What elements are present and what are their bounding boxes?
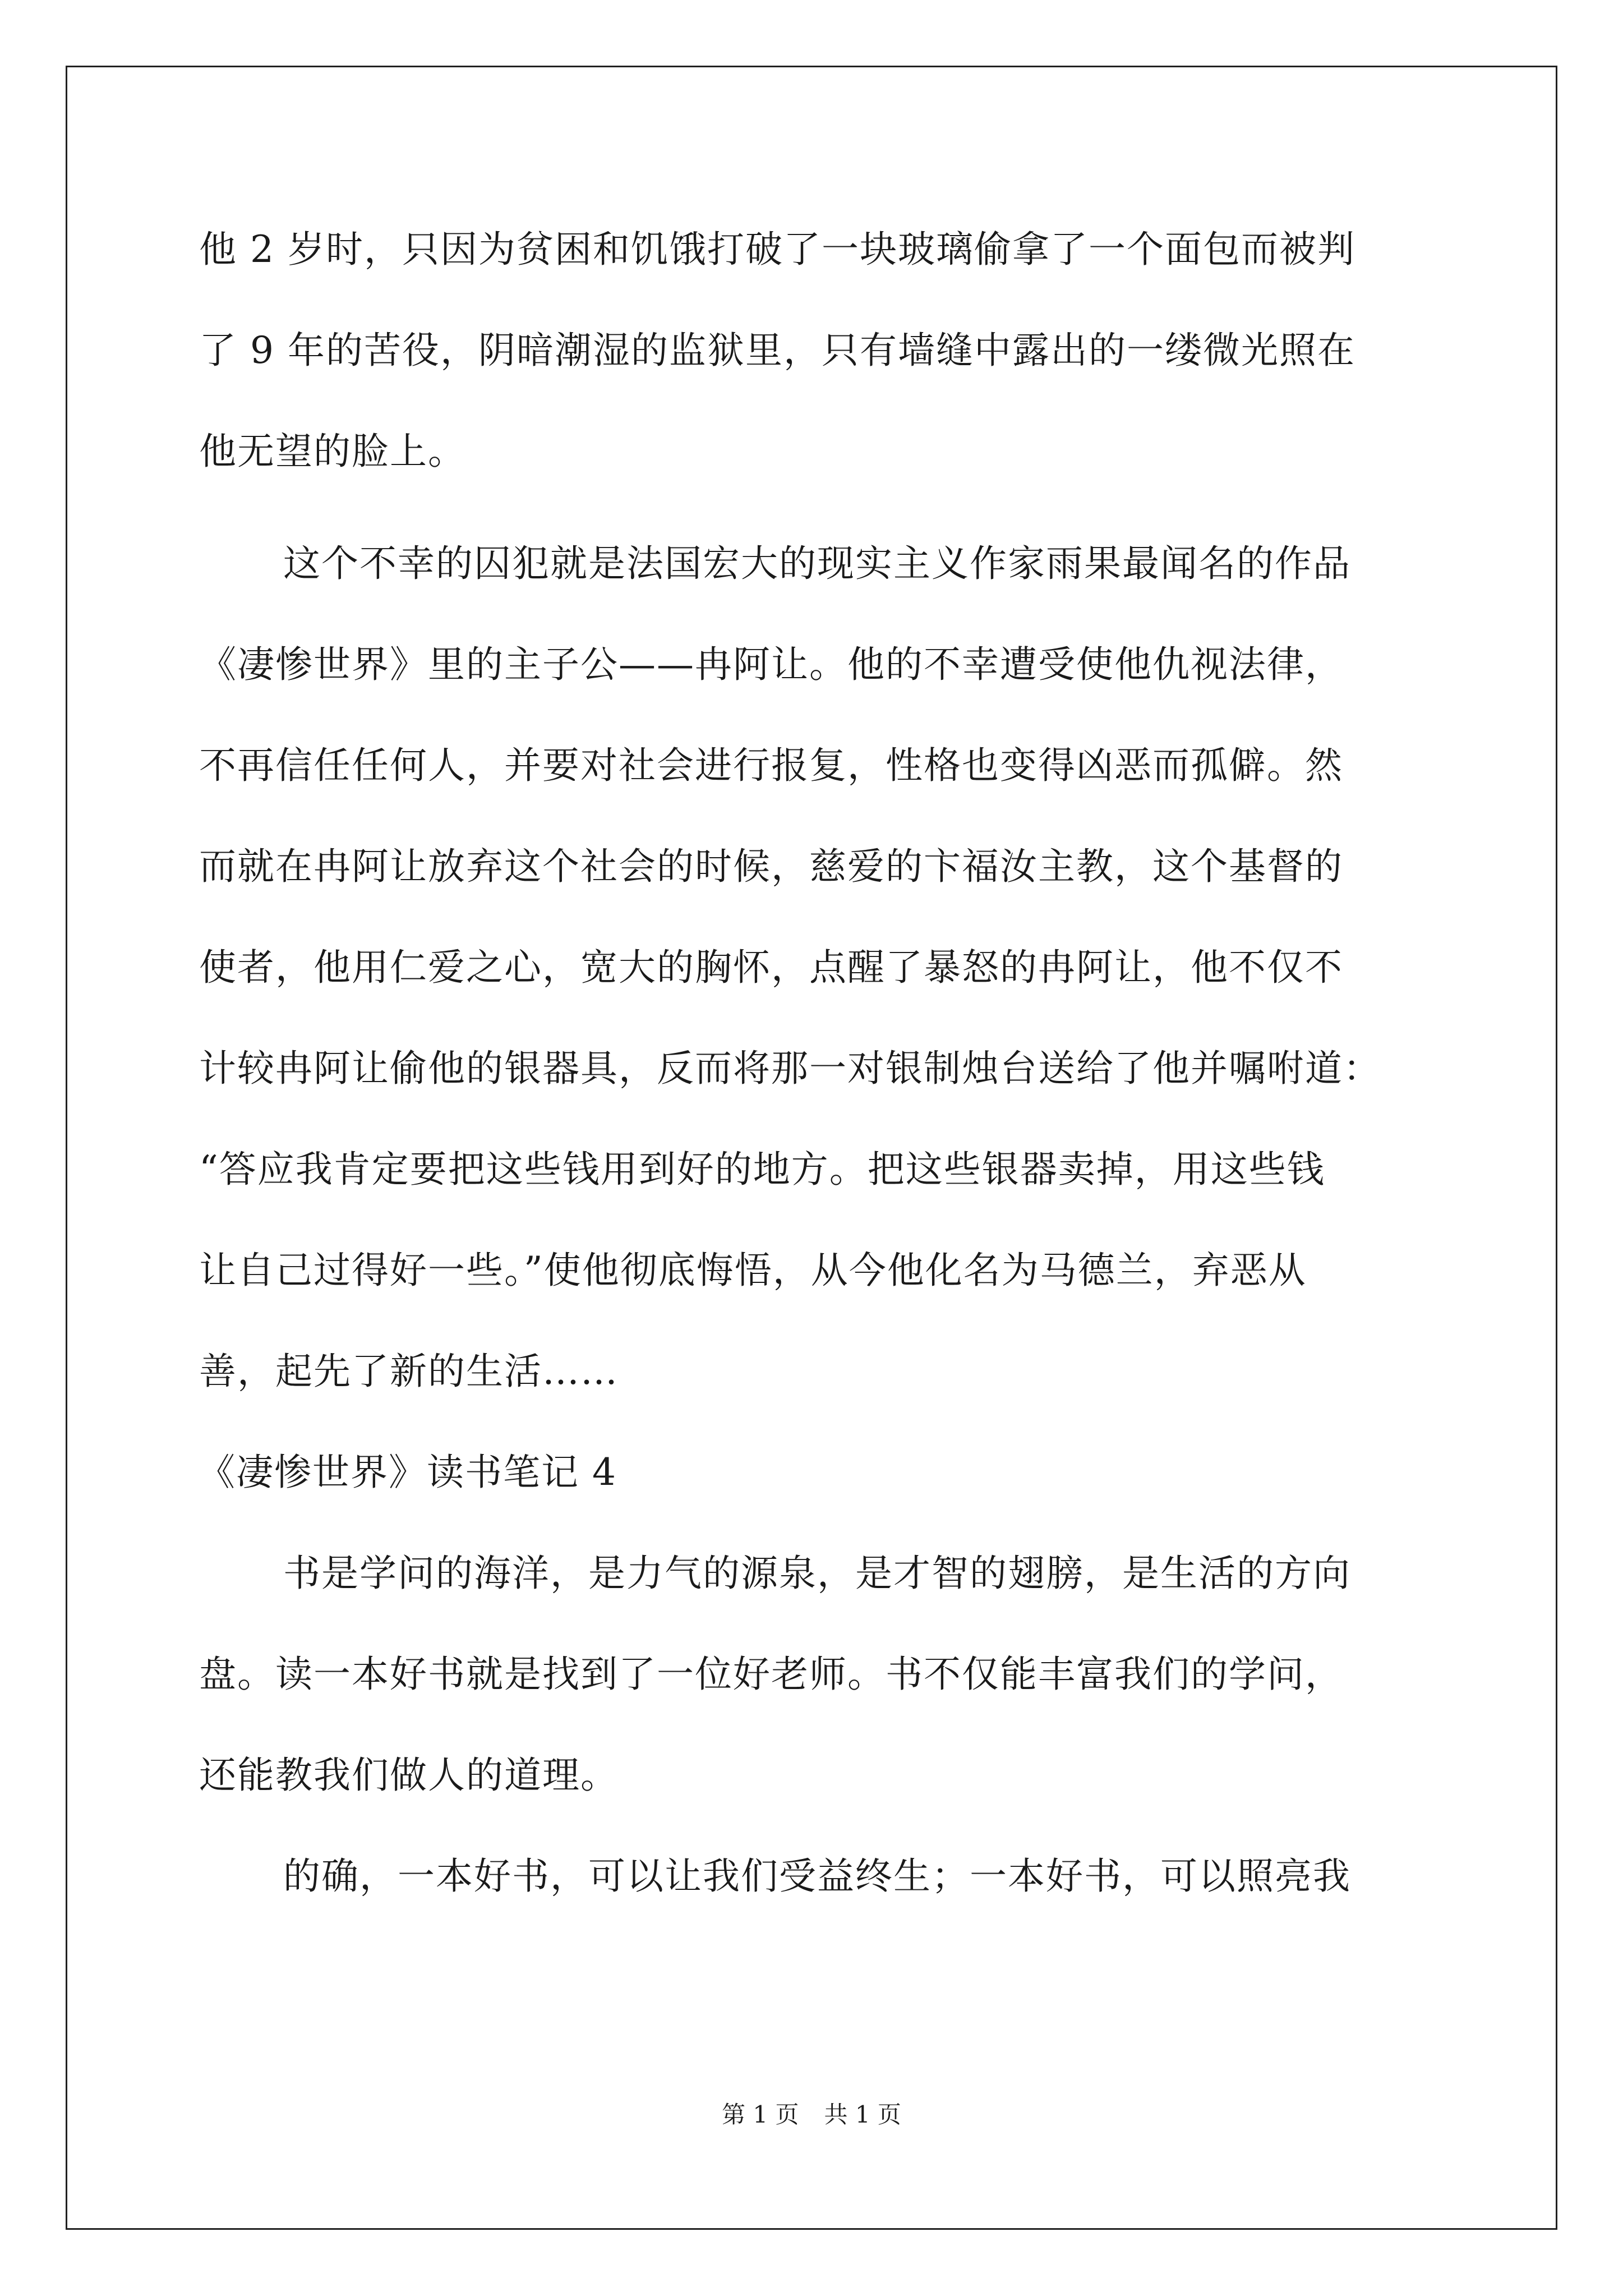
text-line: 而就在冉阿让放弃这个社会的时候，慈爱的卞福汝主教，这个基督的 [199, 845, 1343, 888]
text-line: 还能教我们做人的道理。 [199, 1754, 619, 1797]
page-footer [0, 2098, 1623, 2132]
text-line: “答应我肯定要把这些钱用到好的地方。把这些银器卖掉，用这些钱 [199, 1148, 1325, 1191]
paragraph-first-line: 书是学问的海洋，是力气的源泉，是才智的翅膀，是生活的方向 [283, 1552, 1351, 1595]
text-line: 他无望的脸上。 [199, 430, 466, 473]
text-line: 他 2 岁时，只因为贫困和饥饿打破了一块玻璃偷拿了一个面包而被判 [199, 228, 1355, 271]
page-total: 共 1 页 [824, 2101, 901, 2128]
text-line: 让自己过得好一些。”使他彻底悔悟，从今他化名为马德兰，弃恶从 [199, 1249, 1307, 1292]
paragraph-first-line: 的确，一本好书，可以让我们受益终生；一本好书，可以照亮我 [283, 1855, 1351, 1898]
page-number: 第 1 页 [722, 2101, 799, 2128]
text-line: 了 9 年的苦役，阴暗潮湿的监狱里，只有墙缝中露出的一缕微光照在 [199, 329, 1355, 372]
text-line: 善，起先了新的生活…… [199, 1350, 619, 1393]
text-line: 使者，他用仁爱之心，宽大的胸怀，点醒了暴怒的冉阿让，他不仅不 [199, 946, 1343, 989]
text-line: 盘。读一本好书就是找到了一位好老师。书不仅能丰富我们的学问， [199, 1653, 1343, 1696]
paragraph-first-line: 这个不幸的囚犯就是法国宏大的现实主义作家雨果最闻名的作品 [283, 542, 1351, 585]
text-line: 计较冉阿让偷他的银器具，反而将那一对银制烛台送给了他并嘱咐道： [199, 1047, 1381, 1090]
text-line: 不再信任任何人，并要对社会进行报复，性格也变得凶恶而孤僻。然 [199, 744, 1343, 787]
text-line: 《凄惨世界》里的主子公——冉阿让。他的不幸遭受使他仇视法律， [199, 643, 1343, 686]
section-heading: 《凄惨世界》读书笔记 4 [198, 1451, 617, 1494]
